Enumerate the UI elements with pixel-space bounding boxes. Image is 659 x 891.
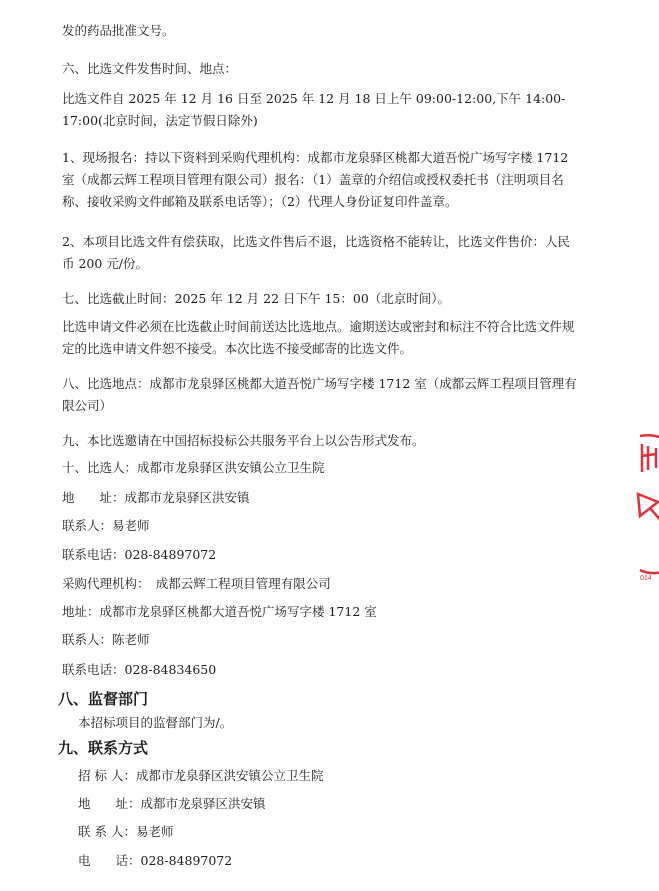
supervision-heading: 八、监督部门 [58,690,149,708]
agency-phone: 联系电话：028-84834650 [62,662,217,677]
contact-address: 地 址：成都市龙泉驿区洪安镇 [78,796,266,811]
svg-text:014: 014 [640,575,652,582]
section-sale-time-heading: 六、比选文件发售时间、地点： [62,61,238,76]
paragraph-sale-period: 比选文件自 2025 年 12 月 16 日至 2025 年 12 月 18 日上午 09:00-12:00,下午 14:00-17:00(北京时间，法定节假日除外) [62,91,566,128]
contact-tenderer: 招 标 人：成都市龙泉驿区洪安镇公立卫生院 [78,768,324,783]
selector-phone: 联系电话：028-84897072 [62,547,217,562]
agency-address: 地址：成都市龙泉驿区桃都大道吾悦广场写字楼 1712 室 [62,604,377,619]
selector-contact-person: 联系人：易老师 [62,518,150,533]
paragraph-paid-documents: 2、本项目比选文件有偿获取，比选文件售后不退，比选资格不能转让，比选文件售价：人民币 200 元/份。 [62,234,570,271]
section-deadline-heading: 七、比选截止时间：2025 年 12 月 22 日下午 15：00（北京时间）。 [62,291,451,306]
contact-phone: 电 话：028-84897072 [78,853,233,868]
paragraph-onsite-registration: 1、现场报名：持以下资料到采购代理机构：成都市龙泉驿区桃都大道吾悦广场写字楼 1712 室（成都云辉工程项目管理有限公司）报名：（1）盖章的介绍信或授权委托书（注明项目名称、接收采购文件邮箱及联系电话等）；（2）代理人身份证复印件盖章。 [62,150,569,209]
supervision-body: 本招标项目的监督部门为/。 [78,715,233,730]
contact-heading: 九、联系方式 [58,739,149,757]
agency-name: 采购代理机构： 成都云辉工程项目管理有限公司 [62,576,331,591]
section-venue: 八、比选地点：成都市龙泉驿区桃都大道吾悦广场写字楼 1712 室（成都云辉工程项目管理有限公司） [62,376,577,413]
selector-address: 地 址：成都市龙泉驿区洪安镇 [62,490,250,505]
section-selector-heading: 十、比选人：成都市龙泉驿区洪安镇公立卫生院 [62,460,325,475]
red-seal-stamp-fragment [628,430,659,590]
paragraph-submission-rules: 比选申请文件必须在比选截止时间前送达比选地点。逾期送达或密封和标注不符合比选文件规定的比选申请文件恕不接受。本次比选不接受邮寄的比选文件。 [62,319,575,356]
contact-person: 联 系 人：易老师 [78,824,174,839]
agency-contact-person: 联系人：陈老师 [62,632,150,647]
paragraph-publication: 九、本比选邀请在中国招标投标公共服务平台上以公告形式发布。 [62,433,425,448]
paragraph-drug-approval: 发的药品批准文号。 [62,23,175,38]
